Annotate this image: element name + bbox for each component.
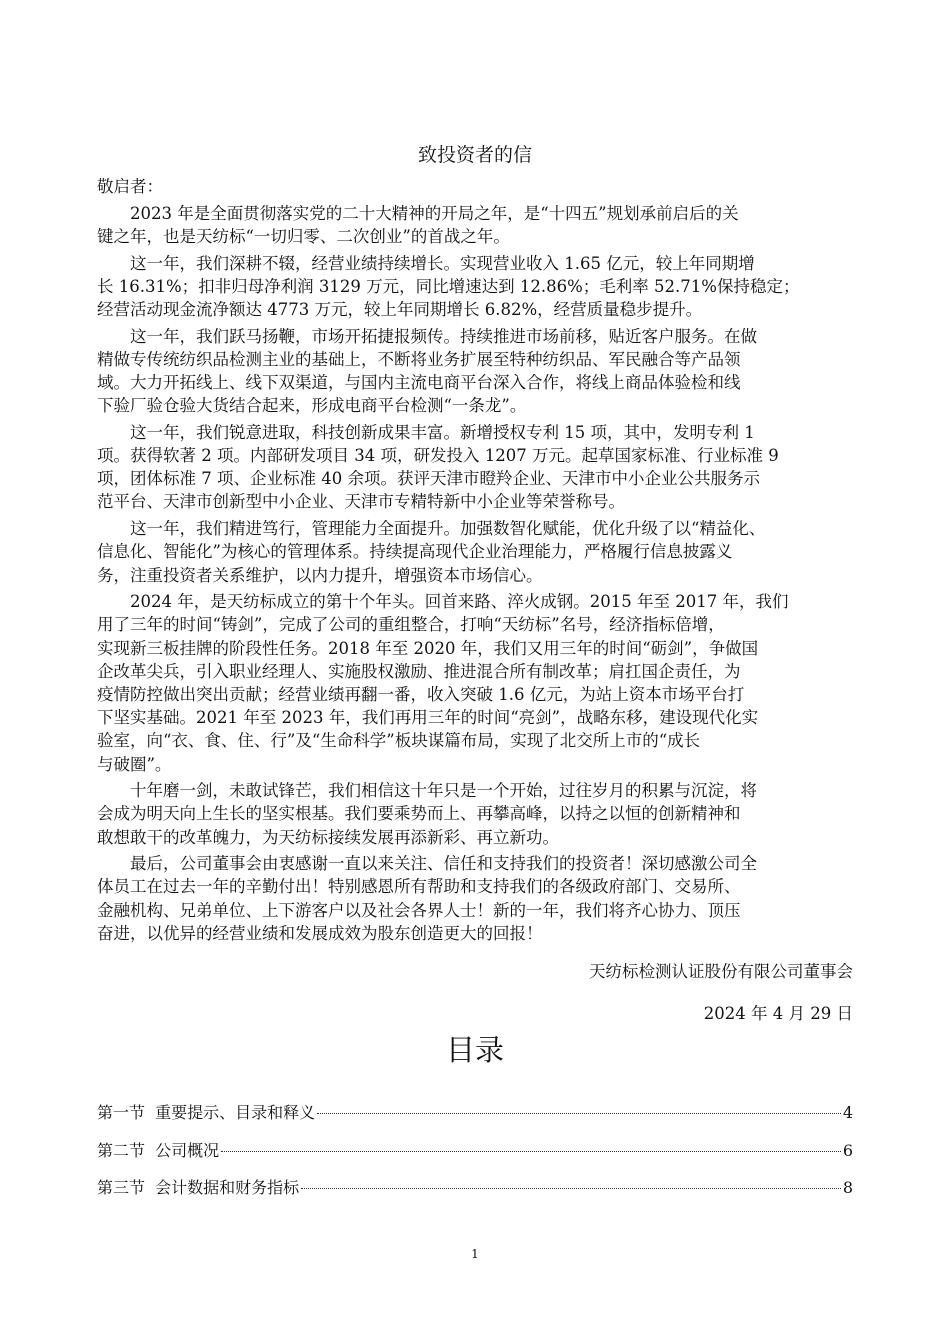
toc-leader: [301, 1188, 841, 1189]
text-line: 经营活动现金流净额达 4773 万元，较上年同期增长 6.82%，经营质量稳步提升。: [97, 299, 703, 319]
paragraph: [97, 590, 867, 776]
paragraph: [97, 421, 867, 514]
letter-body: [97, 175, 867, 949]
paragraph: [97, 202, 867, 248]
toc-title: 目录: [445, 1033, 504, 1067]
text-line: 奋进，以优异的经营业绩和发展成效为股东创造更大的回报！: [97, 923, 543, 943]
toc-entry[interactable]: [97, 1138, 853, 1176]
letter-date: 2024 年 4 月 29 日: [703, 1004, 853, 1023]
text-line: 务，注重投资者关系维护，以内力提升，增强资本市场信心。: [97, 565, 543, 585]
text-line: 企改革尖兵，引入职业经理人、实施股权激励、推进混合所有制改革；肩扛国企责任，为: [97, 661, 741, 681]
text-line: 这一年，我们精进笃行，管理能力全面提升。加强数智化赋能，优化升级了以“精益化、: [130, 519, 766, 539]
text-line: 精做专传统纺织品检测主业的基础上，不断将业务扩展至特种纺织品、军民融合等产品领: [97, 349, 741, 369]
text-line: 金融机构、兄弟单位、上下游客户以及社会各界人士！新的一年，我们将齐心协力、顶压: [97, 900, 741, 920]
text-line: 这一年，我们跃马扬鞭，市场开拓捷报频传。持续推进市场前移，贴近客户服务。在做: [130, 326, 757, 346]
text-line: 这一年，我们锐意进取，科技创新成果丰富。新增授权专利 15 项，其中，发明专利 1: [130, 422, 755, 442]
text-line: 长 16.31%；扣非归母净利润 3129 万元，同比增速达到 12.86%；毛利率 52.71%保持稳定；: [97, 276, 800, 296]
page-number: 1: [471, 1247, 479, 1261]
toc-entry-label: 第二节 公司概况: [97, 1140, 220, 1160]
paragraph: [97, 517, 867, 587]
signature: 天纺标检测认证股份有限公司董事会: [589, 962, 853, 981]
text-line: 验室，向“衣、食、住、行”及“生命科学”板块谋篇布局，实现了北交所上市的“成长: [97, 731, 701, 751]
text-line: 体员工在过去一年的辛勤付出！特别感恩所有帮助和支持我们的各级政府部门、交易所、: [97, 877, 741, 897]
text-line: 敢想敢干的改革魄力，为天纺标接续发展再添新彩、再立新功。: [97, 827, 559, 847]
text-line: 项。获得软著 2 项。内部研发项目 34 项，研发投入 1207 万元。起草国家标准、行业标准 9: [97, 446, 779, 466]
paragraph: [97, 852, 867, 945]
paragraph: [97, 252, 867, 322]
text-line: 用了三年的时间“铸剑”，完成了公司的重组整合，打响“天纺标”名号，经济指标倍增，: [97, 615, 725, 635]
paragraph: [97, 779, 867, 849]
text-line: 与破圈”。: [97, 754, 172, 774]
table-of-contents: [97, 1100, 853, 1213]
toc-entry-label: 第一节 重要提示、目录和释义: [97, 1103, 316, 1122]
text-line: 范平台、天津市创新型中小企业、天津市专精特新中小企业等荣誉称号。: [97, 492, 625, 512]
text-line: 最后，公司董事会由衷感谢一直以来关注、信任和支持我们的投资者！深切感激公司全: [130, 854, 757, 874]
text-line: 下坚实基础。2021 年至 2023 年，我们再用三年的时间“亮剑”，战略东移，建设现代化实: [97, 708, 759, 728]
text-line: 这一年，我们深耕不辍，经营业绩持续增长。实现营业收入 1.65 亿元，较上年同期增: [130, 253, 755, 273]
toc-leader: [221, 1151, 841, 1152]
toc-entry-label: 第三节 会计数据和财务指标: [97, 1178, 300, 1197]
text-line: 域。大力开拓线上、线下双渠道，与国内主流电商平台深入合作，将线上商品体验检和线: [97, 373, 741, 392]
text-line: 项，团体标准 7 项、企业标准 40 余项。获评天津市瞪羚企业、天津市中小企业公共服务示: [97, 469, 760, 489]
toc-entry-page: 8: [842, 1178, 853, 1197]
toc-leader: [317, 1113, 841, 1114]
text-line: 2023 年是全面贯彻落实党的二十大精神的开局之年，是“十四五”规划承前启后的关: [130, 203, 739, 223]
text-line: 十年磨一剑，未敢试锋芒，我们相信这十年只是一个开始，过往岁月的积累与沉淀，将: [130, 781, 757, 801]
toc-entry-page: 6: [842, 1140, 853, 1160]
text-line: 2024 年，是天纺标成立的第十个年头。回首来路、淬火成钢。2015 年至 2017 年，我们: [130, 592, 789, 612]
toc-entry-page: 4: [842, 1103, 853, 1122]
toc-entry[interactable]: [97, 1175, 853, 1213]
letter-title: 致投资者的信: [417, 144, 532, 166]
toc-entry[interactable]: [97, 1100, 853, 1138]
text-line: 信息化、智能化”为核心的管理体系。持续提高现代企业治理能力，严格履行信息披露义: [97, 542, 733, 562]
text-line: 实现新三板挂牌的阶段性任务。2018 年至 2020 年，我们又用三年的时间“砺剑”，争做国: [97, 638, 759, 658]
paragraph: [97, 325, 867, 418]
text-line: 会成为明天向上生长的坚实根基。我们要乘势而上、再攀高峰，以持之以恒的创新精神和: [97, 804, 741, 824]
text-line: 键之年，也是天纺标“一切归零、二次创业”的首战之年。: [97, 226, 510, 246]
salutation: 敬启者：: [97, 177, 163, 196]
text-line: 下验厂验仓验大货结合起来，形成电商平台检测“一条龙”。: [97, 396, 527, 416]
text-line: 疫情防控做出突出贡献；经营业绩再翻一番，收入突破 1.6 亿元，为站上资本市场平台打: [97, 684, 745, 704]
